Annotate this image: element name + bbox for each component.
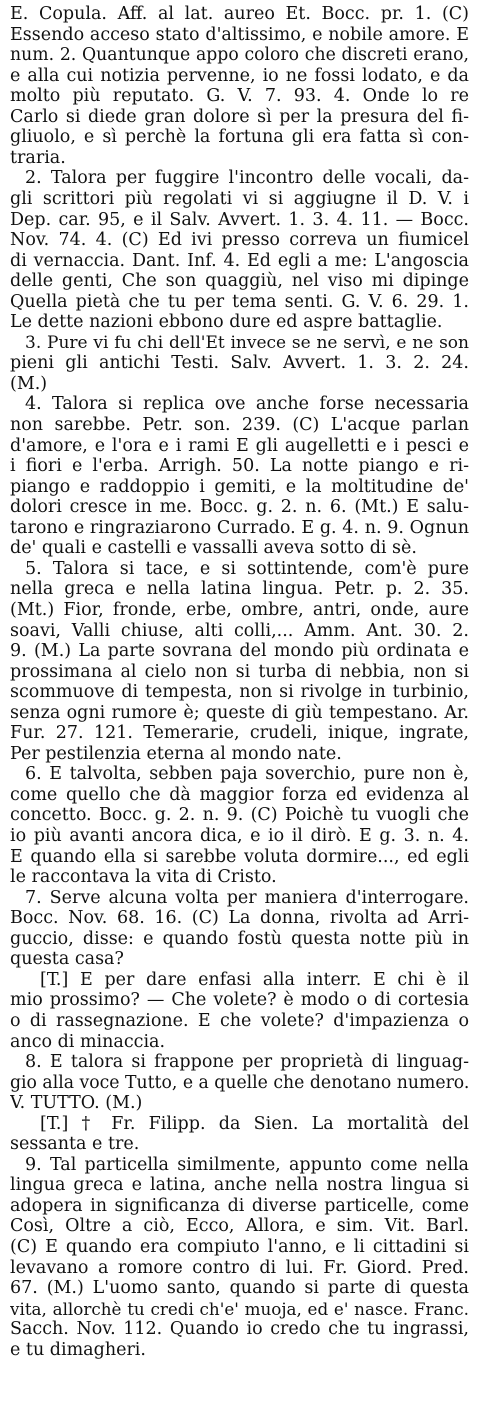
text-line: (Mt.) Fior, fronde, erbe, ombre, antri, onde, aure [10, 599, 469, 620]
text-line: gliuolo, e sì perchè la fortuna gli era fatta sì con- [10, 127, 469, 148]
text-line: 5. Talora si tace, e si sottintende, com'è pure [25, 558, 469, 579]
text-line: tarono e ringraziarono Currado. E g. 4. n. 9. Ognun [10, 517, 469, 538]
text-line: senza ogni rumore è; queste di giù tempestano. Ar. [10, 702, 469, 723]
text-line: anco di minaccia. [10, 1031, 166, 1052]
text-line: lingua greca e latina, anche nella nostra lingua si [10, 1175, 469, 1196]
text-line: piango e raddoppio i gemiti, e la moltitudine de' [10, 476, 469, 497]
text-line: E. Copula. Aff. al lat. aureo Et. Bocc. pr. 1. (C) [10, 4, 469, 24]
text-line: gio alla voce Tutto, e a quelle che denotano numero. [10, 1072, 469, 1093]
text-line: de' quali e castelli e vassalli aveva sotto di sè. [10, 538, 417, 559]
text-line: di vernaccia. Dant. Inf. 4. Ed egli a me: L'angoscia [10, 250, 469, 271]
text-line: d'amore, e l'ora e i rami E gli augelletti e i pesci e [10, 435, 469, 456]
text-line: io più avanti ancora dica, e io il dirò. E g. 3. n. 4. [10, 826, 469, 846]
text-line: Le dette nazioni ebbono dure ed aspre battaglie. [10, 312, 443, 333]
text-line: pieni gli antichi Testi. Salv. Avvert. 1. 3. 2. 24. [10, 353, 469, 374]
text-line: soavi, Valli chiuse, alti colli,... Amm. Ant. 30. 2. [10, 620, 469, 641]
text-line: questa casa? [10, 949, 124, 970]
text-line: V. TUTTO. (M.) [10, 1093, 143, 1114]
text-line: Essendo acceso stato d'altissimo, e nobile amore. E [10, 24, 469, 45]
text-line: Bocc. Nov. 68. 16. (C) La donna, rivolta ad Arri- [10, 908, 469, 929]
text-line: prossimana al cielo non si turba di nebbia, non si [10, 661, 469, 682]
text-line: Quella pietà che tu per tema senti. G. V. 6. 29. 1. [10, 291, 469, 312]
text-line: non sarebbe. Petr. son. 239. (C) L'acque parlan [10, 415, 469, 435]
text-line: Carlo si diede gran dolore sì per la presura del fi- [10, 106, 469, 127]
text-line: num. 2. Quantunque appo coloro che discreti erano, [10, 45, 469, 66]
text-line: mio prossimo? — Che volete? è modo o di cortesia [10, 990, 469, 1011]
text-line: vita, allorchè tu credi ch'e' muoja, ed e' nasce. Franc. [10, 1298, 469, 1319]
text-line: E quando ella si sarebbe voluta dormire..., ed egli [10, 846, 469, 867]
text-line: sessanta e tre. [10, 1134, 140, 1155]
text-line: 3. Pure vi fu chi dell'Et invece se ne servì, e ne son [25, 332, 469, 353]
text-line: nella greca e nella latina lingua. Petr. p. 2. 35. [10, 579, 469, 600]
text-line: Sacch. Nov. 112. Quando io credo che tu ingrassi, [10, 1319, 469, 1340]
text-line: dolori cresce in me. Bocc. g. 2. n. 6. (Mt.) E salu- [10, 497, 469, 518]
text-line: i fiori e l'erba. Arrigh. 50. La notte piango e ri- [10, 456, 469, 477]
text-line: 6. E talvolta, sebben paja soverchio, pure non è, [25, 764, 469, 785]
text-line: (M.) [10, 373, 48, 394]
text-line: Dep. car. 95, e il Salv. Avvert. 1. 3. 4. 11. — Bocc. [10, 209, 469, 230]
text-line: [T.] † Fr. Filipp. da Sien. La mortalità del [40, 1113, 469, 1134]
text-line: come quello che dà maggior forza ed evidenza al [10, 784, 469, 805]
text-line: e tu dimagheri. [10, 1339, 146, 1360]
text-line: scommuove di tempesta, non si rivolge in turbinio, [10, 682, 469, 703]
text-line: (C) E quando era compiuto l'anno, e li cittadini si [10, 1237, 469, 1257]
text-line: 2. Talora per fuggire l'incontro delle vocali, da- [25, 168, 469, 189]
text-line: concetto. Bocc. g. 2. n. 9. (C) Poichè tu vuogli che [10, 805, 469, 826]
text-line: le raccontava la vita di Cristo. [10, 867, 277, 888]
text-line: Per pestilenzia eterna al mondo nate. [10, 743, 342, 764]
text-line: [T.] E per dare enfasi alla interr. E chi è il [40, 969, 469, 990]
text-line: Nov. 74. 4. (C) Ed ivi presso correva un fiumicel [10, 230, 469, 251]
text-line: e alla cui notizia pervenne, io ne fossi lodato, e da [10, 65, 469, 86]
text-line: molto più reputato. G. V. 7. 93. 4. Onde lo re [10, 86, 469, 107]
text-line: 67. (M.) L'uomo santo, quando si parte di questa [10, 1278, 469, 1299]
text-line: 9. Tal particella similmente, appunto come nella [25, 1154, 469, 1175]
text-line: traria. [10, 147, 66, 168]
text-line: delle genti, Che son quaggiù, nel viso mi dipinge [10, 271, 469, 292]
text-line: Fur. 27. 121. Temerarie, crudeli, inique, ingrate, [10, 723, 469, 744]
text-line: 4. Talora si replica ove anche forse necessaria [25, 394, 469, 415]
text-line: o di rassegnazione. E che volete? d'impazienza o [10, 1010, 469, 1031]
text-line: Così, Oltre a ciò, Ecco, Allora, e sim. Vit. Barl. [10, 1216, 469, 1237]
text-line: 8. E talora si frappone per proprietà di linguag- [25, 1052, 469, 1073]
text-line: levavano a romore contro di lui. Fr. Giord. Pred. [10, 1257, 469, 1278]
text-line: guccio, disse: e quando fostù questa notte più in [10, 928, 469, 949]
text-line: gli scrittori più regolati vi si aggiugne il D. V. i [10, 188, 469, 209]
text-line: adopera in significanza di diverse particelle, come [10, 1195, 469, 1216]
text-line: 9. (M.) La parte sovrana del mondo più ordinata e [10, 641, 469, 662]
text-line: 7. Serve alcuna volta per maniera d'interrogare. [25, 887, 469, 908]
